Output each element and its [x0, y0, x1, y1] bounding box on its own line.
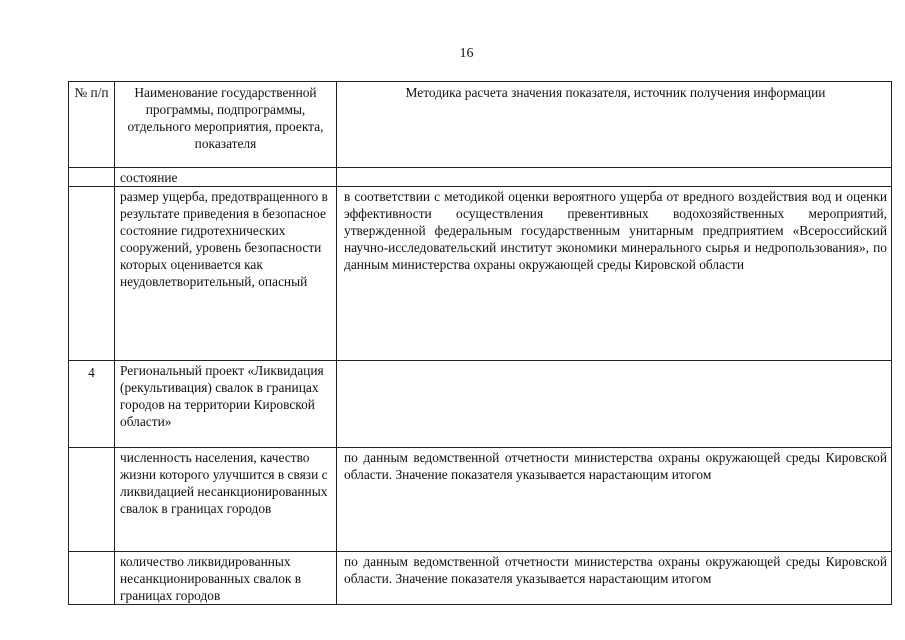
table-row	[69, 448, 892, 552]
row-name: Региональный проект «Ликвидация (рекультивация) свалок в границах городов на территории Кировской области»	[115, 361, 337, 448]
table-row	[69, 361, 892, 448]
row-num	[69, 448, 115, 552]
row-method	[337, 361, 892, 448]
row-num	[69, 168, 115, 187]
indicator-table	[68, 81, 892, 605]
row-name: количество ликвидированных несанкционированных свалок в границах городов	[115, 552, 337, 605]
row-name: размер ущерба, предотвращенного в результате приведения в безопасное состояние гидротехнических сооружений, уровень безопасности которых оценивается как неудовлетворительный, опасный	[115, 187, 337, 361]
table-row	[69, 187, 892, 361]
table-row	[69, 552, 892, 605]
table-header-row	[69, 82, 892, 168]
table-row	[69, 168, 892, 187]
row-name: численность населения, качество жизни которого улучшится в связи с ликвидацией несанкционированных свалок в границах городов	[115, 448, 337, 552]
row-method	[337, 168, 892, 187]
row-method: по данным ведомственной отчетности министерства охраны окружающей среды Кировской области. Значение показателя указывается нарастающим итогом	[337, 448, 892, 552]
header-name: Наименование государственной программы, подпрограммы, отдельного мероприятия, проекта, показателя	[115, 82, 337, 168]
row-method: в соответствии с методикой оценки вероятного ущерба от вредного воздействия вод и оценки эффективности осуществления превентивных водохозяйственных мероприятий, утвержденной федеральным государственным унитарным предприятием «Всероссийский научно-исследовательский институт экономики минерального сырья и недропользования», по данным министерства охраны окружающей среды Кировской области	[337, 187, 892, 361]
row-num	[69, 552, 115, 605]
row-method: по данным ведомственной отчетности министерства охраны окружающей среды Кировской области. Значение показателя указывается нарастающим итогом	[337, 552, 892, 605]
row-num: 4	[69, 361, 115, 448]
page-number: 16	[459, 46, 474, 61]
row-name: состояние	[115, 168, 337, 187]
row-num	[69, 187, 115, 361]
header-method: Методика расчета значения показателя, источник получения информации	[337, 82, 892, 168]
header-num: № п/п	[69, 82, 115, 168]
